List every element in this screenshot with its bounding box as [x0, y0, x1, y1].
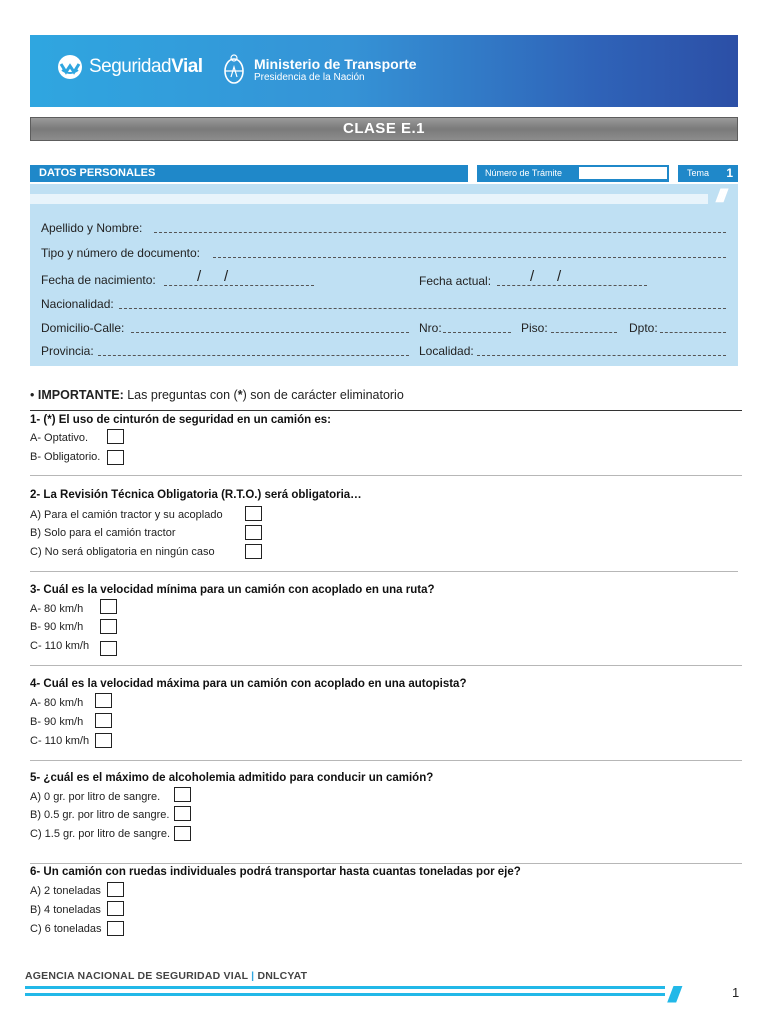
- q1-option-b: B- Obligatorio.: [30, 451, 101, 463]
- q3-option-b: B- 90 km/h: [30, 621, 84, 633]
- label-documento: Tipo y número de documento:: [41, 246, 200, 260]
- q6-checkbox-a[interactable]: [107, 882, 124, 897]
- q5-option-c: C) 1.5 gr. por litro de sangre.: [30, 828, 171, 840]
- q4-option-a: A- 80 km/h: [30, 697, 84, 709]
- divider: [30, 571, 738, 572]
- field-nro[interactable]: [443, 332, 511, 333]
- q1-checkbox-b[interactable]: [107, 450, 124, 465]
- q6-option-c: C) 6 toneladas: [30, 923, 102, 935]
- q2-option-a: A) Para el camión tractor y su acoplado: [30, 509, 223, 521]
- datos-personales-form: [30, 184, 738, 366]
- bullet: •: [30, 388, 35, 402]
- footer-line: [25, 986, 665, 989]
- field-localidad[interactable]: [477, 355, 726, 356]
- clase-title: CLASE E.1: [30, 117, 738, 141]
- numero-tramite: [477, 165, 669, 182]
- q4-checkbox-a[interactable]: [95, 693, 112, 708]
- date-sep-3: /: [530, 268, 535, 285]
- seguridad-vial-icon: [57, 54, 83, 80]
- q3-option-c: C- 110 km/h: [30, 640, 90, 652]
- label-dpto: Dpto:: [629, 321, 658, 335]
- label-nacionalidad: Nacionalidad:: [41, 297, 114, 311]
- important-label: IMPORTANTE:: [37, 388, 124, 402]
- label-nacimiento: Fecha de nacimiento:: [41, 273, 156, 287]
- q2-option-b: B) Solo para el camión tractor: [30, 527, 176, 539]
- tema-box: [678, 165, 738, 182]
- field-provincia[interactable]: [98, 355, 409, 356]
- footer-line: [25, 993, 665, 996]
- label-piso: Piso:: [521, 321, 548, 335]
- field-dpto[interactable]: [660, 332, 726, 333]
- q6-option-b: B) 4 toneladas: [30, 904, 101, 916]
- date-sep-1: /: [197, 268, 202, 285]
- datos-personales-heading: DATOS PERSONALES: [30, 165, 468, 182]
- footer-agency-name: AGENCIA NACIONAL DE SEGURIDAD VIAL: [25, 970, 249, 982]
- label-fecha-actual: Fecha actual:: [419, 274, 492, 288]
- q4-option-b: B- 90 km/h: [30, 716, 84, 728]
- ministerio-logo: [222, 53, 417, 87]
- q3-checkbox-b[interactable]: [100, 619, 117, 634]
- divider: [30, 665, 742, 666]
- q6-checkbox-c[interactable]: [107, 921, 124, 936]
- question-2: 2- La Revisión Técnica Obligatoria (R.T.O.) será obligatoria…: [30, 489, 362, 501]
- label-domicilio: Domicilio-Calle:: [41, 321, 125, 335]
- footer-separator: |: [251, 970, 255, 982]
- q3-checkbox-a[interactable]: [100, 599, 117, 614]
- field-nombre[interactable]: [154, 232, 726, 233]
- field-piso[interactable]: [551, 332, 617, 333]
- q6-checkbox-b[interactable]: [107, 901, 124, 916]
- q4-checkbox-b[interactable]: [95, 713, 112, 728]
- divider: [30, 760, 742, 761]
- slashes-icon: ////: [668, 982, 677, 1007]
- field-documento[interactable]: [213, 257, 726, 258]
- tramite-label: Número de Trámite: [485, 168, 563, 178]
- question-6: 6- Un camión con ruedas individuales podrá transportar hasta cuantas toneladas por eje?: [30, 866, 521, 878]
- q2-checkbox-b[interactable]: [245, 525, 262, 540]
- q5-checkbox-b[interactable]: [174, 806, 191, 821]
- field-nacionalidad[interactable]: [119, 308, 726, 309]
- field-nacimiento[interactable]: [164, 285, 314, 286]
- important-text-a: Las preguntas con (: [127, 388, 238, 402]
- q2-checkbox-c[interactable]: [245, 544, 262, 559]
- tema-label: Tema: [687, 168, 710, 178]
- important-text-b: ) son de carácter eliminatorio: [242, 388, 404, 402]
- q5-option-a: A) 0 gr. por litro de sangre.: [30, 791, 161, 803]
- logo-text-b: Vial: [171, 56, 203, 77]
- q4-checkbox-c[interactable]: [95, 733, 112, 748]
- q6-option-a: A) 2 toneladas: [30, 885, 101, 897]
- q3-checkbox-c[interactable]: [100, 641, 117, 656]
- coat-of-arms-icon: [222, 53, 246, 87]
- slashes-icon: ////: [716, 186, 725, 206]
- label-localidad: Localidad:: [419, 344, 474, 358]
- question-3: 3- Cuál es la velocidad mínima para un camión con acoplado en una ruta?: [30, 584, 435, 596]
- field-domicilio[interactable]: [131, 332, 409, 333]
- q5-checkbox-a[interactable]: [174, 787, 191, 802]
- label-nombre: Apellido y Nombre:: [41, 221, 143, 235]
- seguridad-vial-logo: [57, 54, 203, 80]
- question-5: 5- ¿cuál es el máximo de alcoholemia admitido para conducir un camión?: [30, 772, 434, 784]
- tramite-field[interactable]: [579, 167, 667, 179]
- q5-checkbox-c[interactable]: [174, 826, 191, 841]
- footer-agency: [25, 970, 307, 982]
- label-nro: Nro:: [419, 321, 442, 335]
- q2-option-c: C) No será obligatoria en ningún caso: [30, 546, 215, 558]
- question-1: 1- (*) El uso de cinturón de seguridad en un camión es:: [30, 414, 331, 426]
- label-provincia: Provincia:: [41, 344, 94, 358]
- q1-checkbox-a[interactable]: [107, 429, 124, 444]
- decorative-stripe: [30, 194, 708, 204]
- field-fecha-actual[interactable]: [497, 285, 647, 286]
- ministerio-title: Ministerio de Transporte: [254, 55, 417, 72]
- divider: [30, 410, 742, 411]
- q5-option-b: B) 0.5 gr. por litro de sangre.: [30, 809, 170, 821]
- tema-value: 1: [726, 166, 733, 180]
- important-marker: *: [237, 388, 243, 402]
- q2-checkbox-a[interactable]: [245, 506, 262, 521]
- header-banner: [30, 35, 738, 107]
- question-4: 4- Cuál es la velocidad máxima para un camión con acoplado en una autopista?: [30, 678, 467, 690]
- important-note: [30, 388, 404, 402]
- date-sep-2: /: [224, 268, 229, 285]
- logo-text-a: Seguridad: [89, 56, 172, 77]
- q4-option-c: C- 110 km/h: [30, 735, 90, 747]
- q1-option-a: A- Optativo.: [30, 432, 89, 444]
- divider: [30, 475, 742, 476]
- page-number: 1: [732, 985, 740, 1000]
- q3-option-a: A- 80 km/h: [30, 603, 84, 615]
- footer-dept: DNLCYAT: [257, 970, 308, 982]
- divider: [30, 863, 742, 864]
- ministerio-subtitle: Presidencia de la Nación: [254, 71, 365, 83]
- date-sep-4: /: [557, 268, 562, 285]
